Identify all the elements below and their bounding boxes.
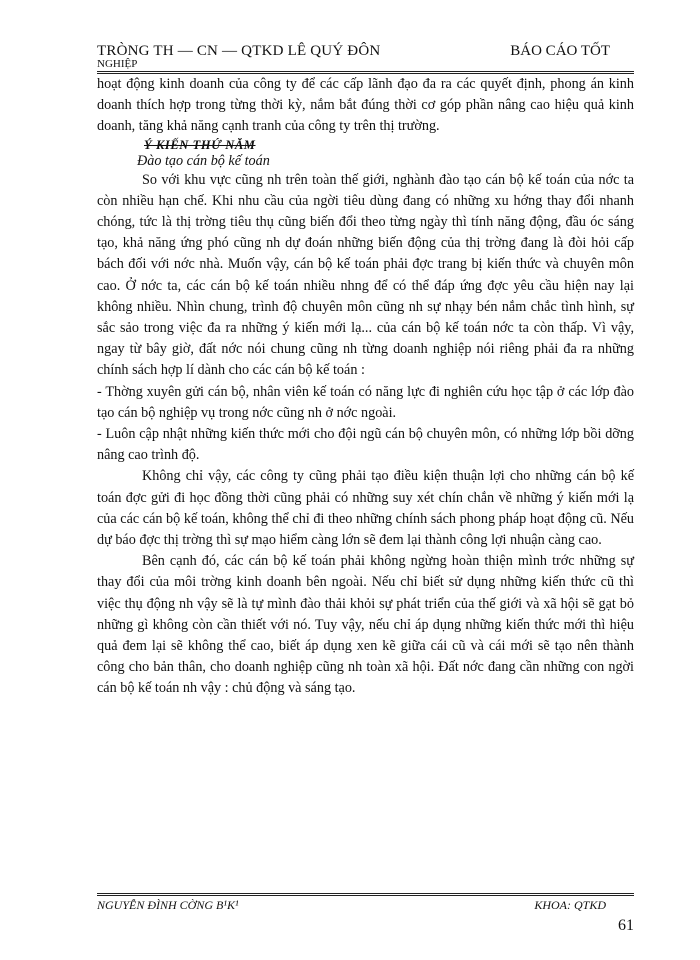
- paragraph-1: hoạt động kinh doanh của công ty để các cấp lãnh đạo đa ra các quyết định, phong án kinh doanh thích hợp trong từng thời kỳ, nắm bắt đúng thời cơ góp phần nâng cao hiệu quả kinh doanh, tăng khả năng cạnh tranh của công ty trên thị trường.: [97, 76, 634, 135]
- header-school-name: TRÒNG TH — CN — QTKD LÊ QUÝ ĐÔN: [97, 43, 381, 59]
- section-subtitle: Đào tạo cán bộ kế toán: [137, 152, 270, 169]
- footer-faculty: KHOA: QTKD: [534, 899, 606, 911]
- bullet-item-2: - Luôn cập nhật những kiến thức mới cho đội ngũ cán bộ chuyên môn, có những lớp bồi dỡng nâng cao trình độ.: [97, 426, 634, 464]
- page-footer: [97, 899, 634, 911]
- bullet-item-1: - Thờng xuyên gửi cán bộ, nhân viên kế toán có năng lực đi nghiên cứu học tập ở các lớp đào tạo cán bộ nghiệp vụ trong nớc cũng nh ở nớc ngoài.: [97, 383, 634, 421]
- header-school-name-cont: NGHIỆP: [97, 58, 138, 70]
- document-body: [97, 74, 634, 700]
- paragraph-2: So với khu vực cũng nh trên toàn thế giới, nghành đào tạo cán bộ kế toán của nớc ta còn nhiều hạn chế. Khi nhu cầu của ngời tiêu dùng đang có những xu hớng thay đổi nhanh chóng, tức là thị trờng tiêu thụ cũng biến đổi theo từng ngày thì tính năng động, đầu óc sáng tạo, khả năng ứng phó cũng nh dự đoán những biến động của thị trờng đang là đòi hỏi cấp bách đối với nớc nhà. Muốn vậy, cán bộ kế toán phải đợc trang bị kiến thức và chuyên môn cao. Ở nớc ta, các cán bộ kế toán nhiều nhng để có thể đáp ứng đợc yêu cầu hiện nay lại không nhiều. Nhìn chung, trình độ chuyên môn cũng nh sự nhạy bén nắm chắc tình hình, sự sắc sảo trong việc đa ra những ý kiến mới lạ... của cán bộ kế toán nớc ta còn thấp. Vì vậy, ngay từ bây giờ, đất nớc nói chung cũng nh từng doanh nghiệp nói riêng phải đa ra những chính sách hợp lí dành cho các cán bộ kế toán :: [97, 171, 634, 379]
- footer-author: NGUYỄN ĐÌNH CỜNG B¹K¹: [97, 899, 239, 911]
- paragraph-3: Không chỉ vậy, các công ty cũng phải tạo điều kiện thuận lợi cho những cán bộ kế toán đợc gửi đi học đồng thời cũng phải có những suy xét chín chắn về những ý kiến mới lạ của các cán bộ kế toán, không thể chỉ đi theo những chính sách phong pháp hoạt động cũ. Nếu dự báo đợc thị trờng thì sự mạo hiểm càng lớn sẽ đem lại thành công lợi nhuận càng cao.: [97, 468, 634, 549]
- paragraph-4: Bên cạnh đó, các cán bộ kế toán phải không ngừng hoàn thiện mình trớc những sự thay đổi của môi trờng kinh doanh bên ngoài. Nếu chỉ biết sử dụng những kiến thức cũ thì việc thụ động nh vậy sẽ là tự mình đào thải khỏi sự phát triển của thế giới và xã hội sẽ gạt bỏ những gì không còn cần thiết với nó. Tuy vậy, nếu chỉ áp dụng những kiến thức mới thì hiệu quả đem lại sẽ không thể cao, biết áp dụng xen kẽ giữa cái cũ và cái mới sẽ tạo nên thành công cho bản thân, cho doanh nghiệp cũng nh toàn xã hội. Đất nớc đang cần những con ngời cán bộ kế toán nh vậy : chủ động và sáng tạo.: [97, 553, 634, 697]
- page-number: 61: [618, 917, 634, 934]
- section-title: Ý KIẾN THỨ NĂM: [144, 137, 256, 152]
- footer-divider: [97, 893, 634, 896]
- header-report-title: BÁO CÁO TỐT: [510, 43, 610, 59]
